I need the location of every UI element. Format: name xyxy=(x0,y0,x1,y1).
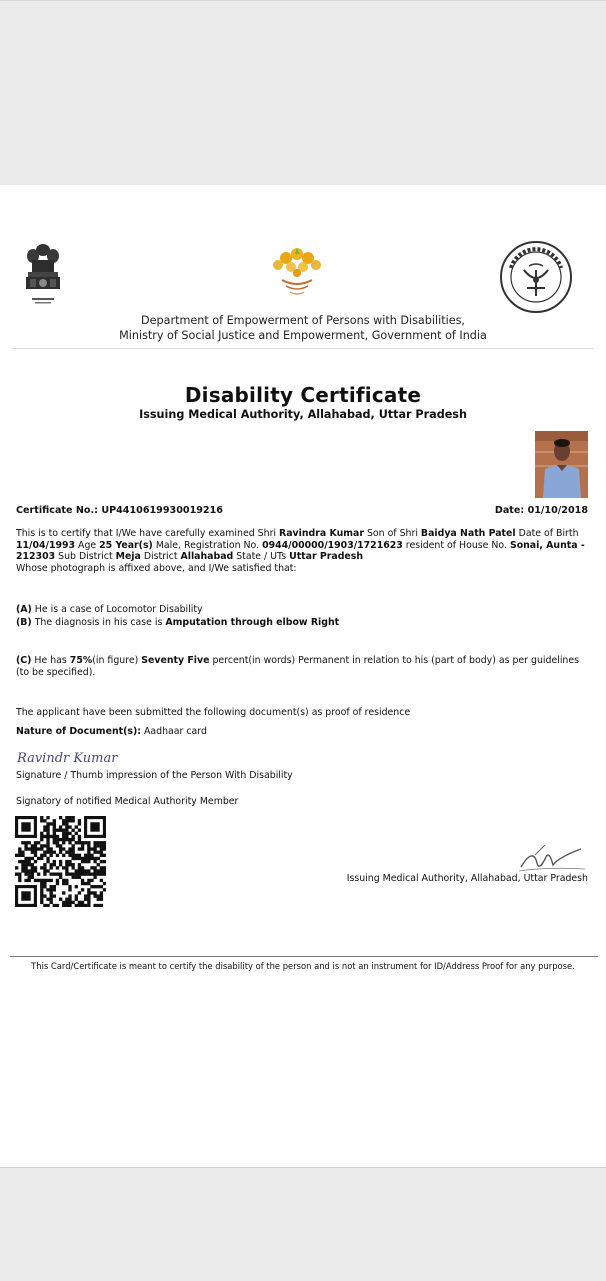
body-text: Son of Shri xyxy=(363,528,421,539)
national-emblem-icon xyxy=(20,240,66,310)
item-c-label: (C) xyxy=(16,655,32,666)
disclaimer-text: This Card/Certificate is meant to certify the disability of the person and is not an instrument for ID/Address Proof for any purpose. xyxy=(31,961,575,971)
certificate-subtitle: Issuing Medical Authority, Allahabad, Uttar Pradesh xyxy=(139,408,467,421)
item-b xyxy=(16,617,590,629)
footer-divider xyxy=(10,956,598,957)
signatory-label: Signatory of notified Medical Authority Member xyxy=(16,796,239,807)
nature-of-documents xyxy=(16,726,590,738)
item-c xyxy=(16,655,590,678)
sub-district: Meja xyxy=(115,551,141,563)
registration-number: 0944/00000/1903/1721623 xyxy=(262,539,403,551)
item-a-text: He is a case of Locomotor Disability xyxy=(31,604,203,615)
body-text: State / UTs xyxy=(233,551,290,563)
item-c-text: (in figure) xyxy=(92,655,142,666)
nature-value: Aadhaar card xyxy=(141,726,207,737)
certification-paragraph xyxy=(16,528,590,574)
bottom-band xyxy=(0,1167,606,1281)
item-c-text: He has xyxy=(31,655,70,666)
certificate-title: Disability Certificate xyxy=(184,383,422,407)
body-text: resident of House No. xyxy=(402,539,510,551)
department-line-2: Ministry of Social Justice and Empowerment, Government of India xyxy=(119,329,487,342)
signature-label: Signature / Thumb impression of the Person With Disability xyxy=(16,770,293,781)
district: Allahabad xyxy=(180,551,234,563)
item-b-label: (B) xyxy=(16,617,32,628)
applicant-documents-text: The applicant have been submitted the following document(s) as proof of residence xyxy=(16,707,411,718)
diagnosis: Amputation through elbow Right xyxy=(165,617,340,628)
father-name: Baidya Nath Patel xyxy=(420,528,516,539)
item-a xyxy=(16,604,590,616)
applicant-name: Ravindra Kumar xyxy=(279,528,364,539)
certificate-number-label: Certificate No.: xyxy=(16,505,98,516)
body-text: Age xyxy=(75,539,100,551)
body-text: This is to certify that I/We have carefully examined Shri xyxy=(16,528,280,539)
body-text: Whose photograph is affixed above, and I/We satisfied that: xyxy=(16,562,297,574)
item-b-text: The diagnosis in his case is xyxy=(31,617,166,628)
government-seal-icon xyxy=(499,240,573,314)
issuing-authority-label: Issuing Medical Authority, Allahabad, Uttar Pradesh xyxy=(346,873,588,884)
applicant-signature xyxy=(16,745,128,769)
handwritten-signature: Ravindr Kumar xyxy=(17,751,118,766)
disability-percent-words: Seventy Five xyxy=(141,655,210,666)
qr-code xyxy=(15,816,106,907)
nature-label: Nature of Document(s): xyxy=(16,726,141,737)
date-of-birth: 11/04/1993 xyxy=(16,539,76,551)
certificate-date-label: Date: xyxy=(494,505,525,516)
body-text: Sub District xyxy=(55,551,116,563)
header-divider xyxy=(12,348,594,349)
state: Uttar Pradesh xyxy=(289,551,364,563)
age: 25 Year(s) xyxy=(99,539,153,551)
state-logo-icon xyxy=(264,240,330,300)
certificate-number xyxy=(16,505,223,516)
authority-signature xyxy=(515,837,587,877)
disability-percent: 75% xyxy=(69,655,93,666)
department-heading xyxy=(0,313,606,343)
item-a-label: (A) xyxy=(16,604,32,615)
body-text: District xyxy=(140,551,181,563)
certificate-number-value: UP4410619930019216 xyxy=(101,505,223,516)
body-text: Date of Birth xyxy=(515,528,579,539)
house-address: Sonai, Aunta - 212303 xyxy=(16,539,585,563)
certificate-page xyxy=(0,185,606,1167)
top-band xyxy=(0,0,606,186)
item-c-text: percent(in words) Permanent in relation to his (part of body) as per guidelines (to be specified). xyxy=(16,655,580,678)
body-text: Male, Registration No. xyxy=(152,539,263,551)
certificate-date-value: 01/10/2018 xyxy=(527,505,588,516)
certificate-date xyxy=(495,505,588,516)
applicant-photo xyxy=(535,431,588,498)
department-line-1: Department of Empowerment of Persons with Disabilities, xyxy=(141,314,465,327)
